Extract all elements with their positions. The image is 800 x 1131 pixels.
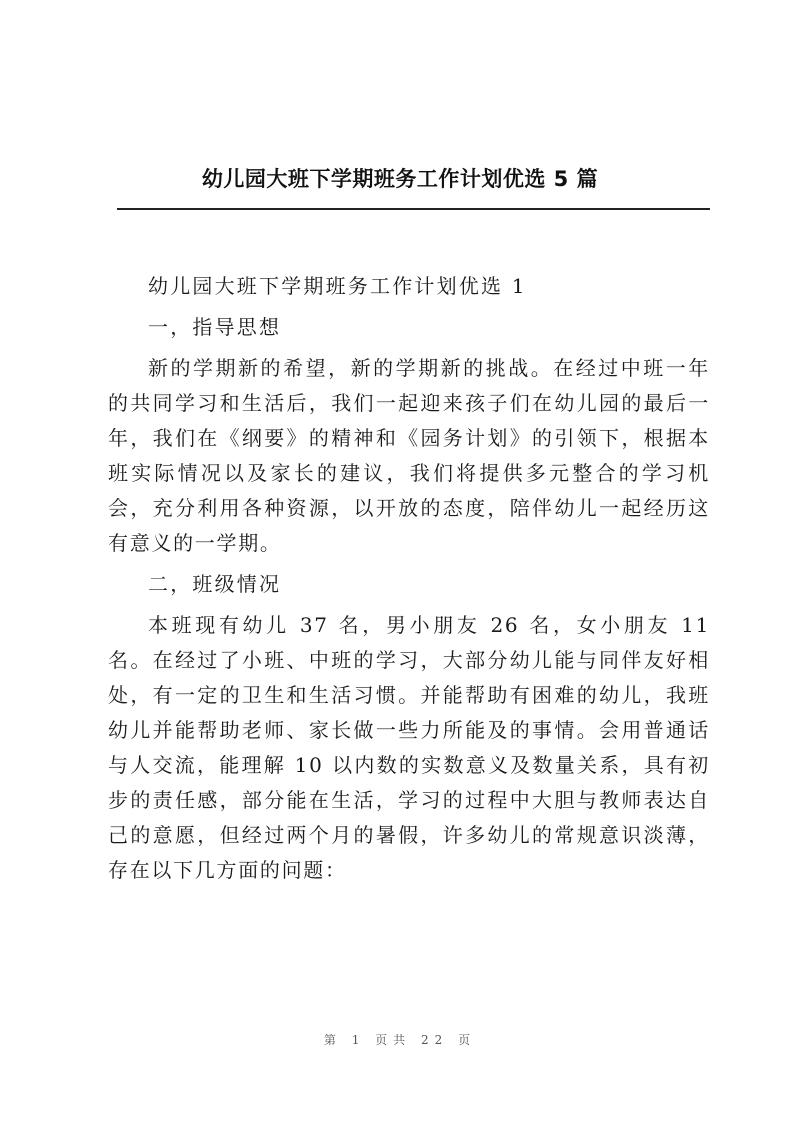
plan-subtitle: 幼儿园大班下学期班务工作计划优选 1 <box>148 274 527 298</box>
document-body <box>108 269 710 888</box>
title-divider <box>117 208 710 210</box>
page-number-footer: 第 1 页共 22 页 <box>323 1033 477 1047</box>
paragraph-guiding-ideology: 新的学期新的希望，新的学期新的挑战。在经过中班一年的共同学习和生活后，我们一起迎来孩子们在幼儿园的最后一年，我们在《纲要》的精神和《园务计划》的引领下，根据本班实际情况以及家长的建议，我们将提供多元整合的学习机会，充分利用各种资源，以开放的态度，陪伴幼儿一起经历这有意义的一学期。 <box>108 356 710 555</box>
section-heading-class-situation: 二，班级情况 <box>148 572 282 596</box>
paragraph-class-situation: 本班现有幼儿 37 名，男小朋友 26 名，女小朋友 11 名。在经过了小班、中班的学习，大部分幼儿能与同伴友好相处，有一定的卫生和生活习惯。并能帮助有困难的幼儿，我班幼儿并能帮助老师、家长做一些力所能及的事情。会用普通话与人交流，能理解 10 以内数的实数意义及数量关系，具有初步的责任感，部分能在生活，学习的过程中大胆与教师表达自己的意愿，但经过两个月的暑假，许多幼儿的常规意识淡薄，存在以下几方面的问题： <box>108 613 710 882</box>
document-title: 幼儿园大班下学期班务工作计划优选 5 篇 <box>201 167 599 191</box>
section-heading-guiding-ideology: 一，指导思想 <box>148 315 282 339</box>
